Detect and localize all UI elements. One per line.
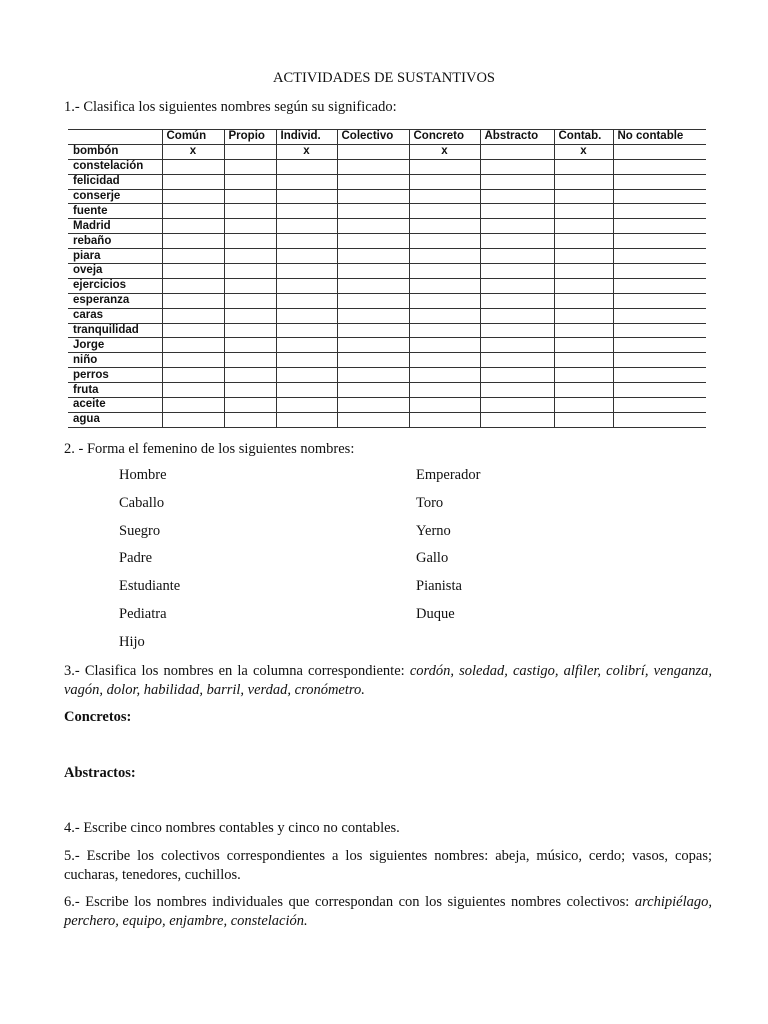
feminine-word-left: Pediatra [119, 606, 167, 622]
noun-cell: fruta [68, 383, 162, 398]
mark-cell [276, 308, 337, 323]
mark-cell [162, 159, 224, 174]
noun-cell: caras [68, 308, 162, 323]
mark-cell [337, 293, 409, 308]
table-row [68, 219, 706, 234]
mark-cell [613, 383, 706, 398]
mark-cell [276, 204, 337, 219]
mark-cell [224, 398, 276, 413]
table-row [68, 353, 706, 368]
mark-cell [554, 174, 613, 189]
table-row [68, 383, 706, 398]
header-cell: Abstracto [480, 130, 554, 145]
mark-cell [162, 412, 224, 427]
mark-cell [224, 383, 276, 398]
table-row [68, 144, 706, 159]
mark-cell [276, 412, 337, 427]
mark-cell [162, 189, 224, 204]
mark-cell [162, 204, 224, 219]
mark-cell [554, 219, 613, 234]
header-cell: Común [162, 130, 224, 145]
mark-cell [554, 368, 613, 383]
mark-cell [613, 323, 706, 338]
mark-cell [224, 338, 276, 353]
mark-cell [480, 189, 554, 204]
mark-cell [224, 234, 276, 249]
mark-cell [480, 293, 554, 308]
mark-cell [337, 308, 409, 323]
mark-cell [480, 323, 554, 338]
mark-cell [480, 383, 554, 398]
header-cell: Individ. [276, 130, 337, 145]
mark-cell [480, 219, 554, 234]
noun-cell: perros [68, 368, 162, 383]
noun-cell: Madrid [68, 219, 162, 234]
mark-cell [276, 338, 337, 353]
noun-cell: Jorge [68, 338, 162, 353]
mark-cell [613, 189, 706, 204]
mark-cell [276, 278, 337, 293]
mark-cell [162, 234, 224, 249]
mark-cell [554, 159, 613, 174]
mark-cell [613, 293, 706, 308]
mark-cell [409, 383, 480, 398]
mark-cell [554, 293, 613, 308]
header-cell: No contable [613, 130, 706, 145]
mark-cell [337, 174, 409, 189]
table-row [68, 293, 706, 308]
exercise-5-prompt: 5.- Escribe los colectivos correspondientes a los siguientes nombres: abeja, músico, cerdo; vasos, copas; cucharas, tenedores, cuchillos. [64, 848, 712, 883]
mark-cell [162, 323, 224, 338]
mark-cell [613, 353, 706, 368]
mark-cell: x [162, 144, 224, 159]
table-row [68, 368, 706, 383]
mark-cell [554, 189, 613, 204]
mark-cell [224, 264, 276, 279]
mark-cell [480, 398, 554, 413]
mark-cell [409, 353, 480, 368]
noun-cell: piara [68, 249, 162, 264]
mark-cell [480, 249, 554, 264]
table-row [68, 204, 706, 219]
page-title: ACTIVIDADES DE SUSTANTIVOS [273, 70, 495, 86]
mark-cell [276, 383, 337, 398]
mark-cell [480, 278, 554, 293]
mark-cell [613, 338, 706, 353]
mark-cell [480, 353, 554, 368]
mark-cell [337, 234, 409, 249]
abstractos-heading: Abstractos: [64, 765, 136, 781]
mark-cell [276, 189, 337, 204]
table-row [68, 323, 706, 338]
mark-cell: x [276, 144, 337, 159]
mark-cell: x [554, 144, 613, 159]
exercise-1-prompt: 1.- Clasifica los siguientes nombres según su significado: [64, 99, 397, 115]
mark-cell [554, 412, 613, 427]
mark-cell [480, 174, 554, 189]
noun-cell: aceite [68, 398, 162, 413]
mark-cell [554, 398, 613, 413]
exercise-3-words: cordón, soledad, castigo, alfiler, colibrí, venganza, vagón, dolor, habilidad, barril, verdad, cronómetro. [64, 663, 712, 698]
feminine-word-left: Padre [119, 550, 153, 567]
mark-cell [224, 293, 276, 308]
mark-cell [162, 353, 224, 368]
mark-cell [409, 293, 480, 308]
mark-cell [224, 174, 276, 189]
mark-cell [276, 174, 337, 189]
mark-cell [409, 338, 480, 353]
table-header-row [68, 130, 706, 145]
table-row [68, 264, 706, 279]
exercise-6-words: archipiélago, perchero, equipo, enjambre, constelación. [64, 894, 713, 929]
exercise-6-instruction: 6.- Escribe los nombres individuales que correspondan con los siguientes nombres colectivos: [64, 894, 630, 910]
feminine-word-right: Emperador [416, 467, 481, 483]
mark-cell [337, 264, 409, 279]
feminine-word-left: Caballo [119, 494, 165, 511]
noun-cell: conserje [68, 189, 162, 204]
mark-cell [224, 368, 276, 383]
mark-cell [337, 278, 409, 293]
mark-cell [554, 264, 613, 279]
mark-cell [409, 204, 480, 219]
mark-cell [613, 249, 706, 264]
mark-cell [337, 368, 409, 383]
mark-cell [554, 353, 613, 368]
mark-cell [162, 368, 224, 383]
table-row [68, 412, 706, 427]
mark-cell [337, 383, 409, 398]
mark-cell [162, 278, 224, 293]
mark-cell [162, 264, 224, 279]
mark-cell [162, 174, 224, 189]
mark-cell [554, 323, 613, 338]
mark-cell [162, 398, 224, 413]
classification-table [68, 129, 706, 428]
mark-cell [337, 323, 409, 338]
noun-cell: niño [68, 353, 162, 368]
header-cell: Colectivo [337, 130, 409, 145]
noun-cell: fuente [68, 204, 162, 219]
mark-cell [276, 159, 337, 174]
mark-cell [480, 264, 554, 279]
mark-cell [276, 323, 337, 338]
mark-cell [276, 264, 337, 279]
mark-cell [409, 278, 480, 293]
mark-cell [276, 234, 337, 249]
mark-cell [409, 368, 480, 383]
mark-cell [480, 159, 554, 174]
mark-cell [162, 383, 224, 398]
mark-cell [162, 308, 224, 323]
mark-cell [409, 234, 480, 249]
mark-cell [480, 368, 554, 383]
mark-cell [613, 264, 706, 279]
noun-cell: felicidad [68, 174, 162, 189]
mark-cell [613, 412, 706, 427]
mark-cell [554, 308, 613, 323]
feminine-word-left: Hombre [119, 467, 167, 483]
mark-cell [480, 144, 554, 159]
mark-cell [554, 338, 613, 353]
mark-cell [409, 412, 480, 427]
table-row [68, 174, 706, 189]
mark-cell [276, 368, 337, 383]
mark-cell [224, 189, 276, 204]
noun-cell: tranquilidad [68, 323, 162, 338]
mark-cell [337, 353, 409, 368]
feminine-word-right: Yerno [416, 522, 451, 539]
table-row [68, 249, 706, 264]
noun-cell: oveja [68, 264, 162, 279]
header-cell: Contab. [554, 130, 613, 145]
noun-cell: agua [68, 412, 162, 427]
feminine-word-left: Hijo [119, 633, 145, 650]
mark-cell [224, 219, 276, 234]
table-row [68, 234, 706, 249]
mark-cell [613, 368, 706, 383]
mark-cell [224, 412, 276, 427]
mark-cell [162, 293, 224, 308]
mark-cell [480, 308, 554, 323]
noun-cell: rebaño [68, 234, 162, 249]
mark-cell [337, 219, 409, 234]
noun-cell: ejercicios [68, 278, 162, 293]
mark-cell [613, 398, 706, 413]
mark-cell [409, 323, 480, 338]
table-row [68, 278, 706, 293]
table-row [68, 308, 706, 323]
feminine-word-left: Suegro [119, 522, 161, 539]
mark-cell [480, 234, 554, 249]
mark-cell [613, 174, 706, 189]
mark-cell [224, 144, 276, 159]
mark-cell [554, 278, 613, 293]
mark-cell [613, 204, 706, 219]
table-row [68, 159, 706, 174]
header-cell: Propio [224, 130, 276, 145]
mark-cell: x [409, 144, 480, 159]
mark-cell [224, 204, 276, 219]
mark-cell [337, 144, 409, 159]
mark-cell [480, 338, 554, 353]
mark-cell [337, 189, 409, 204]
mark-cell [409, 264, 480, 279]
mark-cell [554, 204, 613, 219]
mark-cell [337, 204, 409, 219]
mark-cell [613, 234, 706, 249]
mark-cell [224, 353, 276, 368]
mark-cell [613, 144, 706, 159]
mark-cell [337, 412, 409, 427]
mark-cell [337, 249, 409, 264]
mark-cell [409, 159, 480, 174]
feminine-word-right: Gallo [416, 550, 449, 567]
mark-cell [276, 353, 337, 368]
header-cell: Concreto [409, 130, 480, 145]
mark-cell [224, 308, 276, 323]
table-row [68, 398, 706, 413]
mark-cell [224, 159, 276, 174]
feminine-word-left: Estudiante [119, 578, 181, 595]
exercise-3-prompt [64, 662, 712, 700]
mark-cell [276, 219, 337, 234]
mark-cell [409, 398, 480, 413]
mark-cell [613, 308, 706, 323]
exercise-6-prompt [64, 893, 712, 931]
mark-cell [162, 249, 224, 264]
mark-cell [224, 323, 276, 338]
mark-cell [554, 249, 613, 264]
mark-cell [480, 412, 554, 427]
mark-cell [162, 219, 224, 234]
mark-cell [613, 278, 706, 293]
feminine-word-right: Pianista [416, 578, 462, 595]
noun-cell: bombón [68, 144, 162, 159]
mark-cell [224, 249, 276, 264]
mark-cell [409, 308, 480, 323]
mark-cell [613, 159, 706, 174]
mark-cell [480, 204, 554, 219]
noun-cell: esperanza [68, 293, 162, 308]
mark-cell [337, 159, 409, 174]
noun-cell: constelación [68, 159, 162, 174]
mark-cell [276, 249, 337, 264]
exercise-4-prompt: 4.- Escribe cinco nombres contables y cinco no contables. [64, 820, 400, 836]
mark-cell [409, 249, 480, 264]
mark-cell [276, 398, 337, 413]
table-row [68, 338, 706, 353]
mark-cell [554, 383, 613, 398]
header-cell-blank [68, 130, 162, 145]
exercise-3-instruction: 3.- Clasifica los nombres en la columna correspondiente: [64, 663, 405, 679]
mark-cell [409, 174, 480, 189]
concretos-heading: Concretos: [64, 709, 132, 725]
mark-cell [409, 189, 480, 204]
feminine-word-right: Toro [416, 494, 444, 511]
mark-cell [337, 398, 409, 413]
mark-cell [337, 338, 409, 353]
exercise-2-prompt: 2. - Forma el femenino de los siguientes nombres: [64, 441, 355, 457]
mark-cell [162, 338, 224, 353]
feminine-word-right: Duque [416, 606, 455, 622]
mark-cell [554, 234, 613, 249]
mark-cell [613, 219, 706, 234]
table-row [68, 189, 706, 204]
mark-cell [276, 293, 337, 308]
mark-cell [224, 278, 276, 293]
mark-cell [409, 219, 480, 234]
